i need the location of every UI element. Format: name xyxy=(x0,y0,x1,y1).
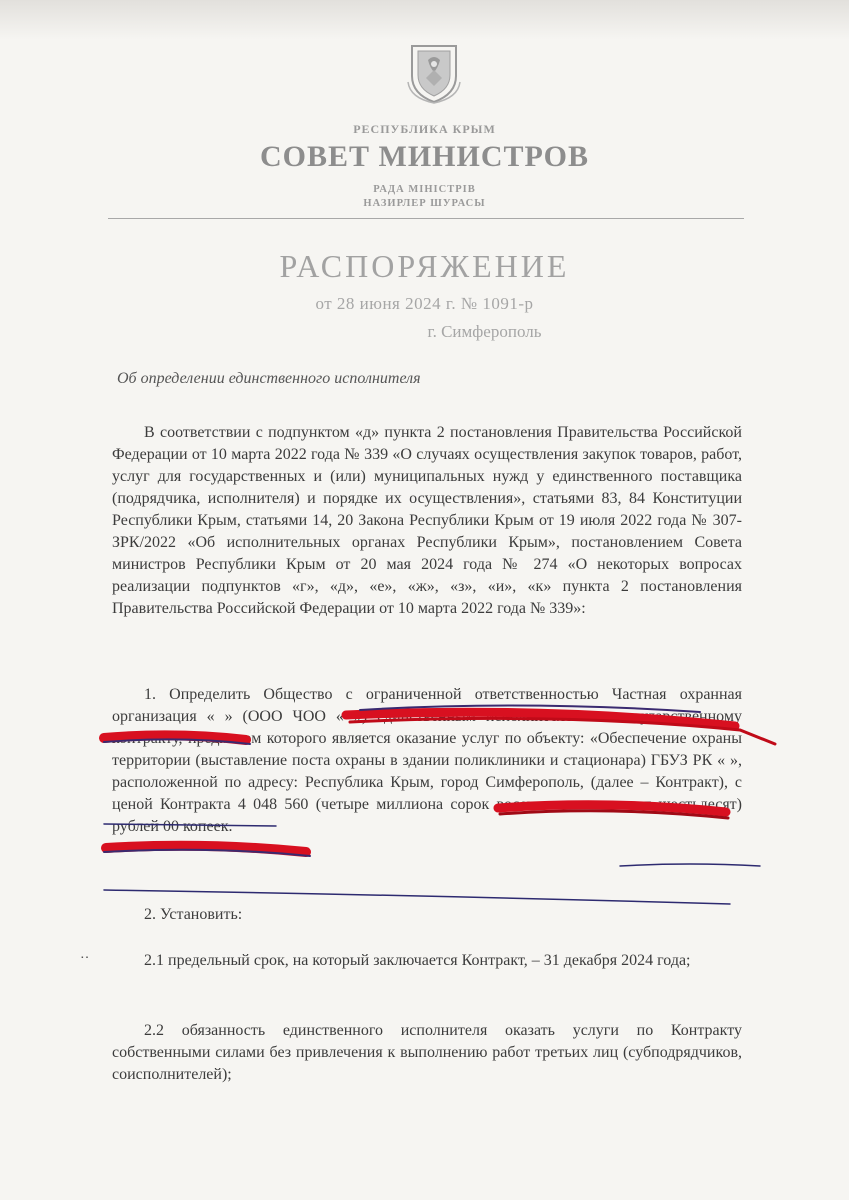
order-city: г. Симферополь xyxy=(427,322,542,341)
header-republic: РЕСПУБЛИКА КРЫМ xyxy=(353,122,496,136)
item-2-2-paragraph: 2.2 обязанность единственного исполнителя оказать услуги по Контракту собственными силами без привлечения к выполнению работ третьих лиц (субподрядчиков, соисполнителей); xyxy=(112,1022,742,1083)
header-council-crh: НАЗИРЛЕР ШУРАСЫ xyxy=(363,198,486,209)
header-council: СОВЕТ МИНИСТРОВ xyxy=(259,140,590,173)
crimea-coat-of-arms-icon xyxy=(404,42,464,104)
redaction-scribble-4 xyxy=(106,846,306,852)
underline-price-words xyxy=(104,890,730,904)
item-2-paragraph: 2. Установить: xyxy=(144,906,243,923)
header-divider xyxy=(108,218,744,219)
redaction-scribble-4b xyxy=(104,850,310,856)
item-1-paragraph: 1. Определить Общество с ограниченной ответственностью Частная охранная организация « » (ООО ЧОО « ») единственным исполнителем по государственному контракту, предметом которого является оказание услуг по объекту: «Обеспечение охраны территории (выставление поста охраны в здании поликлиники и стационара) ГБУЗ РК « », расположенной по адресу: Республика Крым, город Симферополь, (далее – Контракт), с ценой Контракта 4 048 560 (четыре миллиона сорок восемь тысяч пятьсот шестьдесят) рублей 00 копеек. xyxy=(112,686,742,835)
order-title: РАСПОРЯЖЕНИЕ xyxy=(279,248,570,284)
order-dateline: от 28 июня 2024 г. № 1091-р xyxy=(315,294,534,313)
preamble-paragraph: В соответствии с подпунктом «д» пункта 2 постановления Правительства Российской Федерации от 10 марта 2022 года № 339 «О случаях осуществления закупок товаров, работ, услуг для государственных и (или) муниципальных нужд у единственного поставщика (подрядчика, исполнителя) и порядке их осуществления», статьями 83, 84 Конституции Республики Крым, статьями 14, 20 Закона Республики Крым от 19 июля 2022 года № 307-ЗРК/2022 «Об исполнительных органах Республики Крым», постановлением Совета министров Республики Крым от 20 мая 2024 года № 274 «О некоторых вопросах реализации подпунктов «г», «д», «е», «ж», «з», «и», «к» пункта 2 постановления Правительства Российской Федерации от 10 марта 2022 года № 339»: xyxy=(112,424,742,617)
header-council-ua: РАДА МІНІСТРІВ xyxy=(373,184,476,195)
item-2-1-paragraph: 2.1 предельный срок, на который заключается Контракт, – 31 декабря 2024 года; xyxy=(144,952,691,969)
order-subject: Об определении единственного исполнителя xyxy=(117,370,421,387)
scan-speck: ‥ xyxy=(80,947,90,962)
scan-shadow xyxy=(0,0,849,40)
underline-price xyxy=(620,864,760,866)
